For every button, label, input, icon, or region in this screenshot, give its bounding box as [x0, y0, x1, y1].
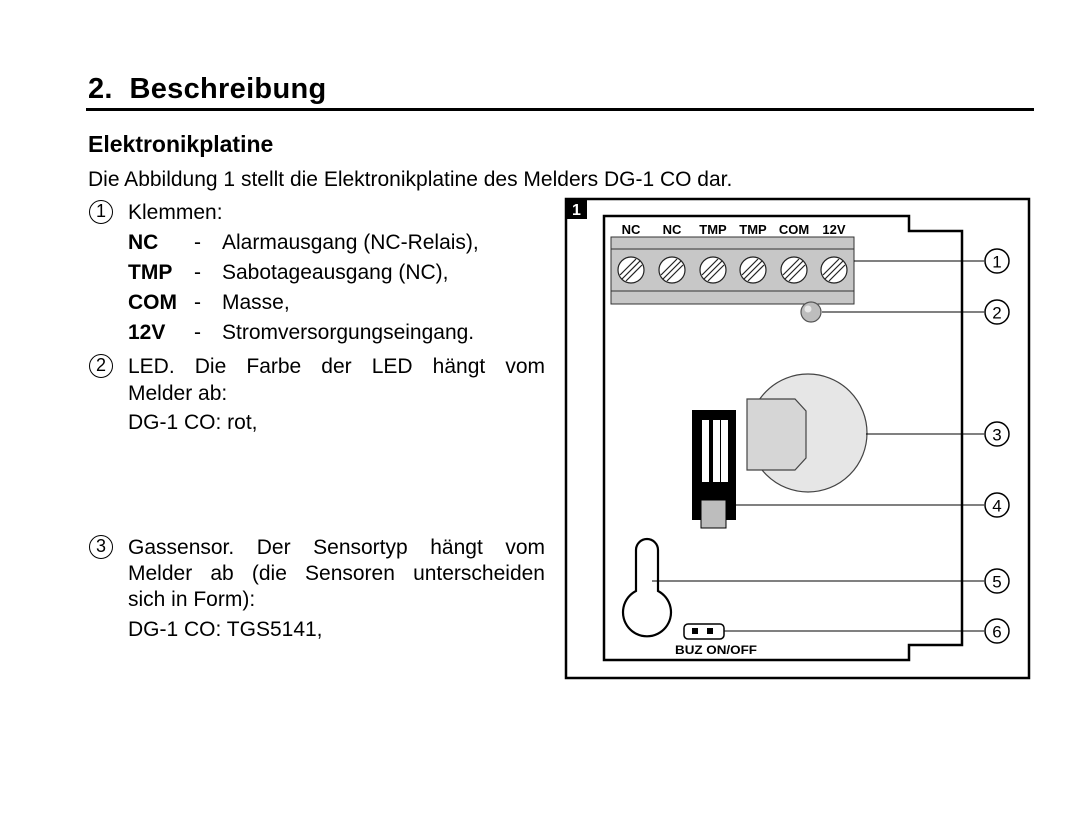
terminal-code: NC — [128, 231, 159, 254]
screw-3 — [700, 257, 726, 283]
jumper-label: BUZ ON/OFF — [675, 643, 757, 657]
item-2-line: Melder ab: — [128, 382, 228, 405]
terminal-label-12v: 12V — [822, 222, 846, 237]
tamper-switch — [692, 410, 736, 528]
terminal-block — [611, 237, 854, 304]
item-marker-1: 1 — [89, 200, 113, 224]
terminal-label-nc-2: NC — [662, 222, 682, 237]
screw-2 — [659, 257, 685, 283]
led — [801, 302, 821, 322]
terminal-dash: - — [194, 321, 201, 344]
item-3-line: Melder ab (die Sensoren unterscheiden — [128, 562, 545, 585]
terminal-desc: Alarmausgang (NC-Relais), — [222, 231, 479, 254]
terminal-label-tmp-2: TMP — [739, 222, 767, 237]
item-marker-2: 2 — [89, 354, 113, 378]
callout-1-label: 1 — [992, 252, 1002, 272]
terminal-dash: - — [194, 291, 201, 314]
subsection-title: Elektronikplatine — [88, 131, 274, 157]
callout-6-label: 6 — [992, 622, 1002, 642]
terminal-code: 12V — [128, 321, 166, 344]
terminal-desc: Masse, — [222, 291, 290, 314]
section-title: Beschreibung — [129, 73, 327, 105]
terminal-code: COM — [128, 291, 177, 314]
gas-sensor — [747, 374, 867, 492]
buzzer-jumper — [684, 624, 724, 639]
screw-4 — [740, 257, 766, 283]
item-3-line: DG-1 CO: TGS5141, — [128, 618, 323, 641]
item-marker-3: 3 — [89, 535, 113, 559]
terminal-dash: - — [194, 261, 201, 284]
figure-number: 1 — [572, 202, 581, 219]
callouts — [985, 249, 1009, 643]
callout-4-label: 4 — [992, 496, 1002, 516]
callout-3-label: 3 — [992, 425, 1002, 445]
item-2-line: DG-1 CO: rot, — [128, 411, 258, 434]
terminal-dash: - — [194, 231, 201, 254]
screw-6 — [821, 257, 847, 283]
item-3-line: sich in Form): — [128, 588, 256, 611]
item-3-line: Gassensor. Der Sensortyp hängt vom — [128, 536, 545, 559]
callout-5-label: 5 — [992, 572, 1002, 592]
mounting-keyhole — [623, 539, 671, 636]
terminal-code: TMP — [128, 261, 173, 284]
item-2-line: LED. Die Farbe der LED hängt vom — [128, 355, 545, 378]
terminal-label-com: COM — [778, 222, 810, 237]
terminal-label-tmp-1: TMP — [699, 222, 727, 237]
screw-1 — [618, 257, 644, 283]
callout-2-label: 2 — [992, 303, 1002, 323]
terminal-desc: Stromversorgungseingang. — [222, 321, 475, 344]
terminal-label-nc-1: NC — [621, 222, 641, 237]
item-1-label: Klemmen: — [128, 201, 223, 224]
terminal-desc: Sabotageausgang (NC), — [222, 261, 449, 284]
screw-5 — [781, 257, 807, 283]
section-number: 2. — [88, 73, 113, 105]
intro-paragraph: Die Abbildung 1 stellt die Elektronikplatine des Melders DG-1 CO dar. — [88, 168, 733, 191]
